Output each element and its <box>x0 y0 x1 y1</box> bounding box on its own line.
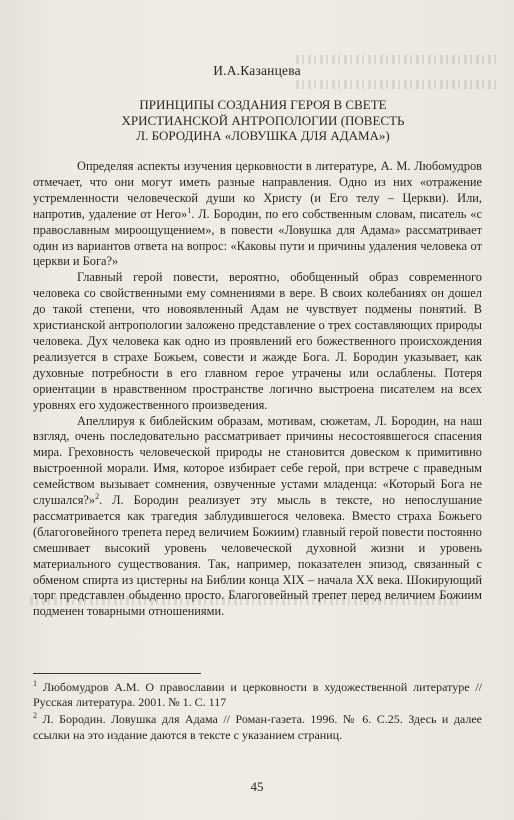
paragraph-2: Главный герой повести, вероятно, обобщенный образ современного человека со свойственными ему сомнениями в вере. В своих колебаниях он дошел до такой степени, что новоявленный Адам не чувствует подмены понятий. В христианской антропологии заложено представление о трех составляющих природы человека. Дух человека как одно из проявлений его божественного происхождения реализуется в страхе Божьем, совести и жажде Бога. Л. Бородин указывает, как духовные потребности в его главном герое утрачены или ослаблены. Потеря ориентации в нравственном пространстве логично выстроена писателем на всех уровнях его художественного произведения. <box>33 270 482 412</box>
footnote-2 <box>33 712 482 742</box>
article-title <box>78 97 448 144</box>
footnote-separator <box>33 673 201 674</box>
paragraph-text: Определяя аспекты изучения церковности в литературе, А. М. Любомудров отмечает, что они могут иметь разные направления. Одно из них «отражение устремленности человеческой души ко Христу (и Его телу – Церкви). Или, напротив, удаление от Него» <box>33 159 482 221</box>
footnotes <box>33 680 482 745</box>
paragraph-text: Апеллируя к библейским образам, мотивам, сюжетам, Л. Бородин, на наш взгляд, очень последовательно рассматривает причины несостоявшегося спасения мира. Греховность человеческой природы не становится довеском к примитивно выстроенной морали. Имя, которое избирает себе герой, при встрече с праведным семейством вызывает сомнения, озвученные устами младенца: «Который Бога не слушался?» <box>33 413 482 508</box>
author-name: И.А.Казанцева <box>213 63 301 78</box>
footnote-text: Любомудров А.М. О православии и церковности в художественной литературе // Русская литература. 2001. № 1. С. 117 <box>33 680 483 710</box>
paragraph-3 <box>33 414 482 621</box>
paragraph-1 <box>33 159 482 270</box>
footnote-mark: 2 <box>33 711 37 721</box>
footnote-mark: 1 <box>33 679 37 688</box>
page-number: 45 <box>250 779 264 794</box>
show-through-text <box>296 80 496 89</box>
footnote-1 <box>33 680 482 710</box>
paragraph-text: . Л. Бородин, по его собственным словам, писатель «с православным мироощущением», в повести «Ловушка для Адама» рассматривает один из вариантов ответа на вопрос: «Каковы пути и причины удаления человека от церкви и Бога?» <box>33 206 482 269</box>
title-line: ХРИСТИАНСКОЙ АНТРОПОЛОГИИ (ПОВЕСТЬ <box>121 112 405 128</box>
footnote-text: Л. Бородин. Ловушка для Адама // Роман-газета. 1996. № 6. С.25. Здесь и далее ссылки на это издание даются в тексте с указанием страниц. <box>33 712 483 742</box>
paragraph-text: . Л. Бородин реализует эту мысль в тексте, но непослушание рассматривается как трагедия заблудившегося человека. Вместо страха Божьего (благоговейного трепета перед величием Божиим) главный герой повести постоянно смешивает высокий уровень человеческой духовной жизни и уровень материального существования. Так, например, показателен эпизод, связанный с обменом спирта из цистерны на Библии конца XIX – начала XX века. Шокирующий торг представлен обыденно просто. Благоговейный трепет перед величием Божиим подменен товарными отношениями. <box>33 493 482 619</box>
footnote-ref: 1 <box>187 205 192 215</box>
title-line: ПРИНЦИПЫ СОЗДАНИЯ ГЕРОЯ В СВЕТЕ <box>139 97 387 112</box>
title-line: Л. БОРОДИНА «ЛОВУШКА ДЛЯ АДАМА») <box>136 128 390 143</box>
footnote-ref: 2 <box>95 491 100 501</box>
article-body <box>33 159 482 620</box>
